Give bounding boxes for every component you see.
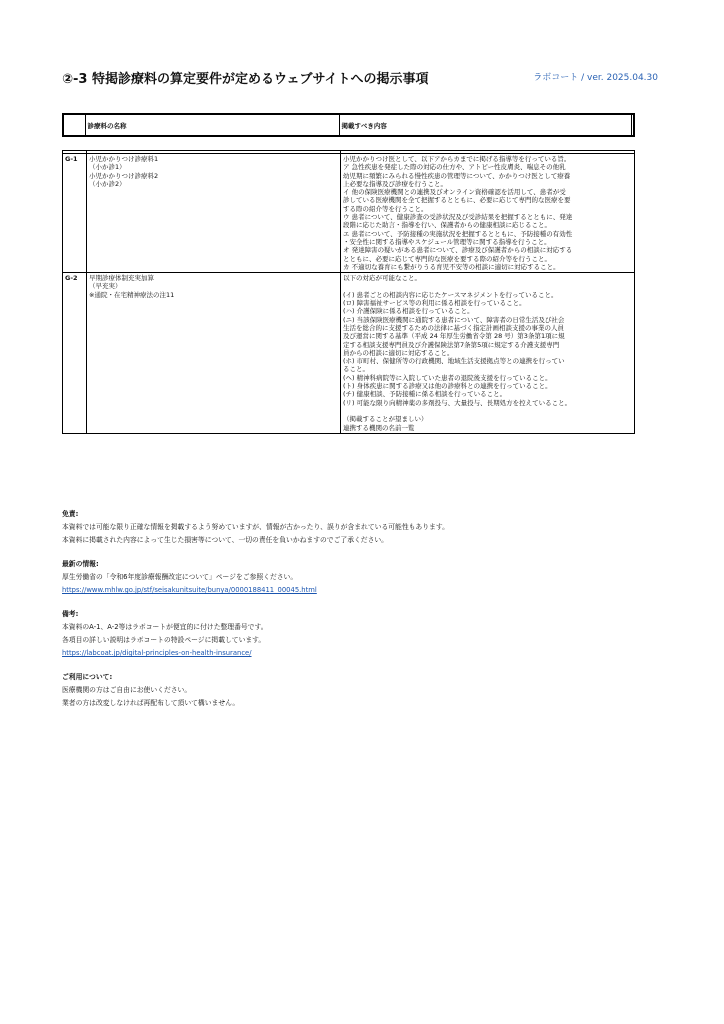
content-line: 連携する機関の名前一覧 (343, 423, 415, 432)
row-name-cell (87, 154, 341, 273)
content-line: する際の紹介等を行うこと。 (343, 204, 428, 213)
content-line: 以下の対応が可能なこと。 (343, 274, 421, 283)
content-line: 診している医療機関を全て把握するとともに、必要に応じて専門的な医療を要 (343, 196, 571, 205)
content-line: 員からの相談に適切に対応すること。 (343, 348, 454, 357)
row-content-cell (341, 273, 635, 434)
content-column-header: 掲載すべき内容 (339, 114, 631, 136)
row-name-line: （早充実） (89, 282, 122, 291)
content-line: カ 不適切な養育にも繋がりうる育児不安等の相談に適切に対応すること。 (343, 262, 560, 271)
content-line: 小児かかりつけ医として、以下アからカまでに掲げる指導等を行っている旨。 (343, 155, 571, 163)
table-row (63, 273, 635, 434)
row-name-cell (87, 273, 341, 434)
note-line: 各項目の詳しい説明はラボコートの特設ページに掲載しています。 (62, 636, 266, 644)
note-line: 厚生労働省の「令和6年度診療報酬改定について」ページをご参照ください。 (62, 573, 298, 581)
note-line: 本資料に掲載された内容によって生じた損害等について、一切の責任を負いかねますのでご了承ください。 (62, 536, 388, 544)
disclaimer-block (62, 508, 662, 547)
content-line: (ト) 身体疾患に関する診療又は他の診療科との連携を行っていること。 (343, 382, 552, 391)
content-line: ア 急性疾患を発症した際の対応の仕方や、アトピー性皮膚炎、喘息その他乳 (343, 163, 566, 172)
code-header-cell (63, 114, 85, 136)
content-line: ・安全性に関する指導やスケジュール管理等に関する指導を行うこと。 (343, 237, 551, 246)
content-line: （掲載することが望ましい） (343, 415, 428, 424)
content-line: (ホ) 市町村、保健所等の行政機関、地域生活支援拠点等との連携を行ってい (343, 357, 565, 366)
name-column-header: 診療料の名称 (85, 114, 339, 136)
content-line: (ハ) 介護保険に係る相談を行っていること。 (343, 307, 474, 316)
row-name-line: 小児かかりつけ診療料2 (89, 171, 159, 180)
note-heading: 最新の情報: (62, 560, 99, 568)
spacer-header-cell (631, 114, 634, 136)
content-line: (イ) 患者ごとの相談内容に応じたケースマネジメントを行っていること。 (343, 290, 558, 299)
notes-section (62, 508, 662, 710)
requirements-table (62, 150, 635, 434)
table-row (63, 154, 635, 273)
content-blank-line (343, 282, 632, 290)
row-code: G-1 (63, 154, 87, 273)
note-heading: 免責: (62, 510, 79, 518)
note-line: 本資料のA-1、A-2等はラボコートが便宜的に付けた整理番号です。 (62, 623, 268, 631)
row-name-line: （小か診2） (89, 179, 126, 188)
version-label: ラボコート / ver. 2025.04.30 (533, 73, 658, 83)
content-line: とともに、必要に応じて専門的な医療を要する際の紹介等を行うこと。 (343, 254, 551, 263)
row-code: G-2 (63, 273, 87, 434)
content-line: イ 他の保険医療機関との連携及びオンライン資格確認を活用して、患者が受 (343, 188, 566, 197)
note-heading: 備考: (62, 610, 79, 618)
labcoat-link[interactable]: https://labcoat.jp/digital-principles-on-health-insurance/ (62, 649, 252, 657)
usage-block (62, 671, 662, 710)
content-line: 上必要な指導及び診療を行うこと。 (343, 179, 447, 188)
content-line: 段階に応じた助言・指導を行い、保護者からの健康相談に応じること。 (343, 221, 551, 230)
row-name-line: 小児かかりつけ診療料1 (89, 155, 159, 163)
content-blank-line (343, 407, 632, 415)
content-line: (ロ) 障害福祉サービス等の利用に係る相談を行っていること。 (343, 299, 526, 308)
page-title: ②-3 特掲診療料の算定要件が定めるウェブサイトへの掲示事項 (62, 72, 429, 87)
note-line: 本資料では可能な限り正確な情報を掲載するよう努めていますが、情報が古かったり、誤りが含まれている可能性もあります。 (62, 523, 449, 531)
content-line: オ 発達障害の疑いがある患者について、診療及び保護者からの相談に対応する (343, 246, 573, 255)
row-content-cell (341, 154, 635, 273)
content-line: (ニ) 当該保険医療機関に通院する患者について、障害者の日常生活及び社会 (343, 315, 565, 324)
content-line: 定する相談支援専門員及び介護保険法第7条第5項に規定する介護支援専門 (343, 340, 560, 349)
remarks-block (62, 608, 662, 660)
mhlw-link[interactable]: https://www.mhlw.go.jp/stf/seisakunitsuite/bunya/0000188411_00045.html (62, 586, 317, 594)
content-line: 生活を総合的に支援するための法律に基づく指定計画相談支援の事業の人員 (343, 323, 564, 332)
note-line: 医療機関の方はご自由にお使いください。 (62, 686, 192, 694)
row-name-line: 早期診療体制充実加算 (89, 274, 154, 283)
content-line: (ヘ) 精神科病院等に入院していた患者の退院後支援を行っていること。 (343, 373, 552, 382)
column-header-table (62, 113, 635, 137)
content-line: 幼児期に頻繁にみられる慢性疾患の管理等について、かかりつけ医として療養 (343, 171, 571, 180)
row-name-line: ※通院・在宅精神療法の注11 (89, 290, 175, 299)
content-line: ること。 (343, 365, 369, 374)
content-line: ウ 患者について、健康診査の受診状況及び受診結果を把握するとともに、発達 (343, 213, 573, 222)
content-line: 及び運営に関する基準（平成 24 年厚生労働省令第 28 号）第3条第1項に規 (343, 332, 565, 341)
note-heading: ご利用について: (62, 673, 113, 681)
content-line: (チ) 健康相談、予防接種に係る相談を行っていること。 (343, 390, 507, 399)
content-line: エ 患者について、予防接種の実施状況を把握するとともに、予防接種の有効性 (343, 229, 573, 238)
note-line: 業者の方は改変しなければ再配布して頂いて構いません。 (62, 699, 240, 707)
row-name-line: （小か診1） (89, 163, 126, 172)
content-line: (リ) 可能な限り向精神薬の多剤投与、大量投与、長期処方を控えていること。 (343, 398, 572, 407)
latest-info-block (62, 558, 662, 597)
